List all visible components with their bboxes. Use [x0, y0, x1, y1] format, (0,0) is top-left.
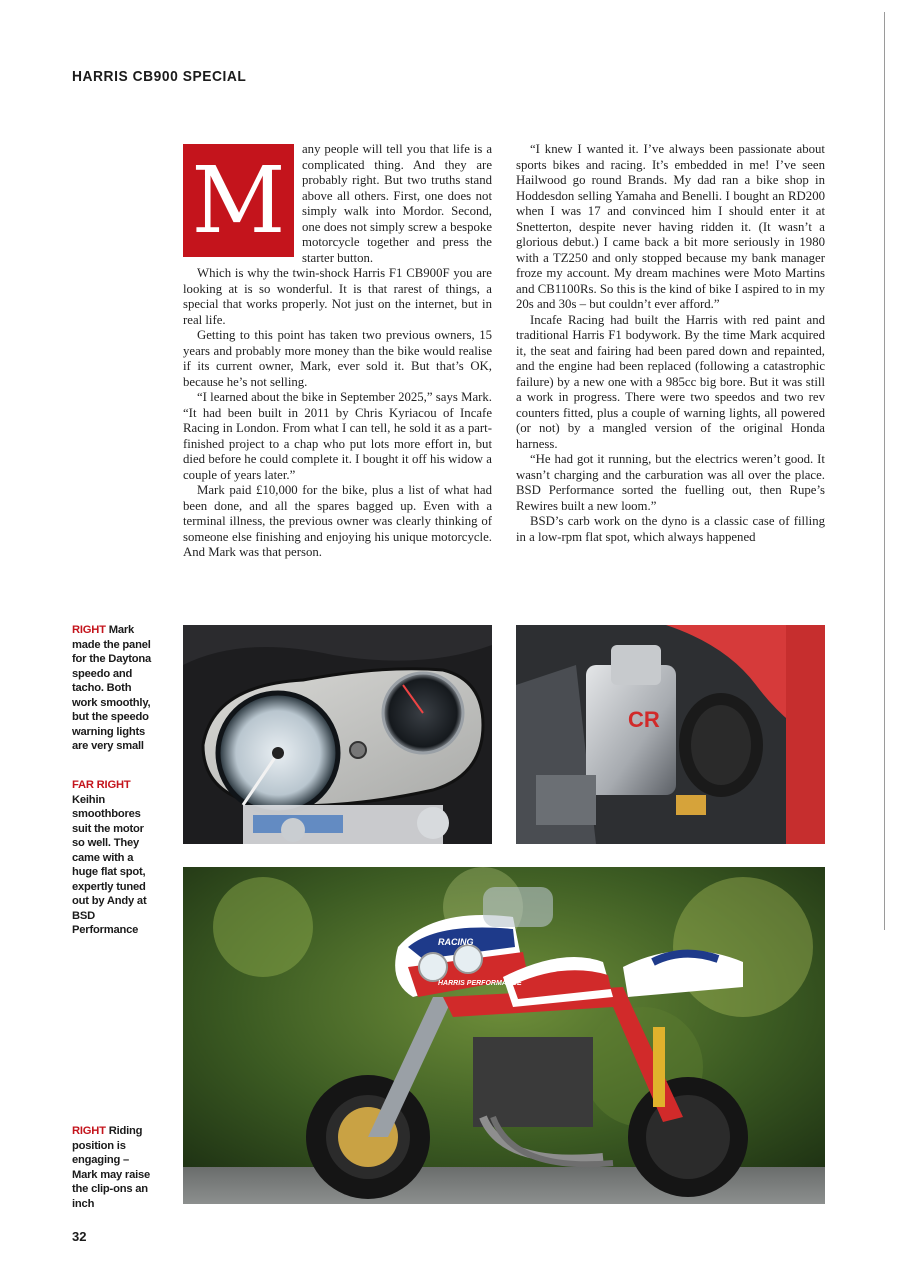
article-paragraph: “I learned about the bike in September 2025,” says Mark. “It had been built in 2011 by Chris Kyriacou of Incafe Racing in London. From what I can tell, he sold it as a part-finished project to a chap who put lots more effort in, but died before he could complete it. I bought it off his widow a couple of years later.” — [183, 390, 492, 482]
carb-photo-illustration — [516, 625, 825, 844]
drop-cap: M — [183, 144, 294, 257]
fairing-racing-text: RACING — [438, 937, 474, 947]
caption-tag: RIGHT — [72, 624, 106, 636]
article-paragraph: Incafe Racing had built the Harris with red paint and traditional Harris F1 bodywork. By the time Mark acquired it, the seat and fairing had been pared down and repainted, and the engine had been replaced (following a catastrophic failure) by a new one with a 985cc big bore. But it was still a work in progress. There were two speedos and two rev counters fitted, plus a couple of warning lights, all powered (or not) by a mangled version of the original Honda harness. — [516, 312, 825, 451]
article-paragraph: Mark paid £10,000 for the bike, plus a list of what had been done, and all the spares bagged up. Even with a terminal illness, the previous owner was clearly thinking of someone else finishing and enjoying his unique motorcycle. And Mark was that person. — [183, 483, 492, 559]
dash-photo-illustration — [183, 625, 492, 844]
dash-photo — [183, 625, 492, 844]
fairing-harris-text: HARRIS PERFORMANCE — [438, 980, 522, 987]
page-edge-rule — [884, 12, 885, 930]
page-number: 32 — [72, 1229, 87, 1244]
caption-tag: RIGHT — [72, 1125, 106, 1137]
article-column-right — [516, 142, 825, 545]
article-paragraph: “He had got it running, but the electrics weren’t good. It wasn’t charging and the carburation was all over the place. BSD Performance sorted the fuelling out, then Rupe’s Rewires built a new loom.” — [516, 452, 825, 513]
article-paragraph: Getting to this point has taken two previous owners, 15 years and probably more money than the bike would realise if its current owner, Mark, ever sold it. But that’s OK, because he’s not selling. — [183, 328, 492, 389]
carb-photo — [516, 625, 825, 844]
carb-stamp: CR — [628, 707, 660, 732]
article-paragraph: any people will tell you that life is a complicated thing. And they are probably right. But two truths stand above all others. First, one does not simply walk into Mordor. Second, one does not simply screw a bespoke motorcycle together and press the starter button. — [302, 142, 492, 265]
article-paragraph: BSD’s carb work on the dyno is a classic case of filling in a low-rpm flat spot, which always happened — [516, 514, 825, 544]
caption-text: Riding position is engaging – Mark may raise the clip-ons an inch — [72, 1125, 151, 1210]
caption-text: Keihin smoothbores suit the motor so well. They came with a huge flat spot, expertly tuned out by Andy at BSD Performance — [72, 793, 147, 936]
section-header: HARRIS CB900 SPECIAL — [72, 68, 247, 85]
photo-caption-bike — [72, 1124, 156, 1211]
article-column-left — [183, 142, 492, 561]
caption-tag: FAR RIGHT — [72, 779, 131, 791]
article-paragraph: Which is why the twin-shock Harris F1 CB900F you are looking at is so wonderful. It is that rarest of things, a special that works properly. Not just on the internet, but in real life. — [183, 266, 492, 327]
caption-text: Mark made the panel for the Daytona speedo and tacho. Both work smoothly, but the speedo warning lights are very small — [72, 624, 152, 752]
bike-photo — [183, 867, 825, 1204]
photo-caption-carb — [72, 778, 156, 938]
bike-photo-illustration — [183, 867, 825, 1204]
article-paragraph: “I knew I wanted it. I’ve always been passionate about sports bikes and racing. It’s embedded in me! I’ve seen Hailwood go round Brands. My dad ran a bike shop in Hoddesdon selling Yamaha and Benelli. I bought an RD200 when I was 17 and convinced him I should enter it at Snetterton, despite never having ridden it. (It wasn’t a glorious debut.) I came back a bit more seriously in 1980 with a TZ250 and only stopped because my bank manager froze my account. My dream machines were Moto Martins and CB1100Rs. So this is the kind of bike I aspired to in my 20s and 30s – but couldn’t ever afford.” — [516, 142, 825, 311]
photo-caption-dash — [72, 623, 156, 754]
